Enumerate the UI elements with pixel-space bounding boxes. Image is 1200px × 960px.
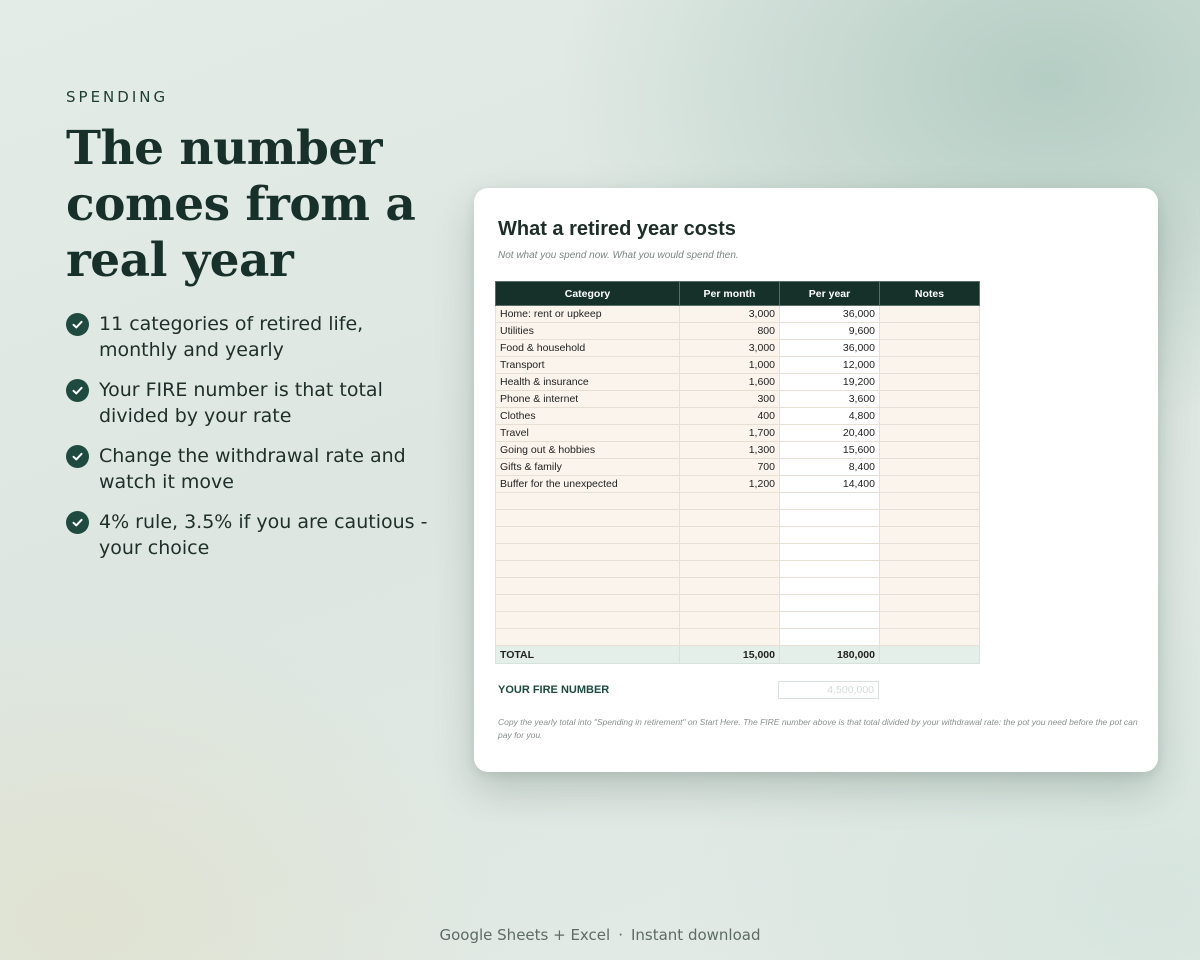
per-year-cell[interactable] xyxy=(780,578,880,595)
per-month-cell[interactable]: 1,000 xyxy=(680,357,780,374)
per-year-cell[interactable] xyxy=(780,595,880,612)
footer-platforms: Google Sheets + Excel xyxy=(439,926,611,944)
category-cell[interactable]: Clothes xyxy=(496,408,680,425)
table-row xyxy=(496,459,980,476)
notes-cell[interactable] xyxy=(880,544,980,561)
notes-cell[interactable] xyxy=(880,493,980,510)
per-year-cell[interactable]: 12,000 xyxy=(780,357,880,374)
per-year-cell[interactable]: 3,600 xyxy=(780,391,880,408)
fire-number-label: YOUR FIRE NUMBER xyxy=(498,684,610,696)
category-cell[interactable] xyxy=(496,510,680,527)
per-year-cell[interactable] xyxy=(780,561,880,578)
category-cell[interactable] xyxy=(496,544,680,561)
notes-cell[interactable] xyxy=(880,561,980,578)
notes-cell[interactable] xyxy=(880,527,980,544)
per-month-cell[interactable] xyxy=(680,578,780,595)
category-cell[interactable]: Food & household xyxy=(496,340,680,357)
total-per-year[interactable]: 180,000 xyxy=(780,646,880,664)
notes-cell[interactable] xyxy=(880,340,980,357)
column-header-per-year: Per year xyxy=(780,282,880,306)
category-cell[interactable] xyxy=(496,561,680,578)
notes-cell[interactable] xyxy=(880,425,980,442)
per-year-cell[interactable] xyxy=(780,544,880,561)
per-year-cell[interactable]: 19,200 xyxy=(780,374,880,391)
table-header-row xyxy=(496,282,980,306)
column-header-notes: Notes xyxy=(880,282,980,306)
category-cell[interactable]: Health & insurance xyxy=(496,374,680,391)
per-year-cell[interactable]: 36,000 xyxy=(780,306,880,323)
table-row xyxy=(496,357,980,374)
feature-text: Your FIRE number is that total divided by your rate xyxy=(99,379,383,427)
category-cell[interactable] xyxy=(496,595,680,612)
feature-item xyxy=(66,509,456,561)
feature-item xyxy=(66,377,456,429)
notes-cell[interactable] xyxy=(880,391,980,408)
table-row xyxy=(496,306,980,323)
feature-text: 11 categories of retired life, monthly and yearly xyxy=(99,313,364,361)
notes-cell[interactable] xyxy=(880,629,980,646)
check-circle-icon xyxy=(66,511,89,534)
category-cell[interactable] xyxy=(496,612,680,629)
spreadsheet-preview-card xyxy=(474,188,1158,772)
table-row xyxy=(496,544,980,561)
per-month-cell[interactable]: 700 xyxy=(680,459,780,476)
table-row xyxy=(496,578,980,595)
notes-cell[interactable] xyxy=(880,510,980,527)
table-row xyxy=(496,612,980,629)
sheet-footnote: Copy the yearly total into "Spending in retirement" on Start Here. The FIRE number above is that total divided by your withdrawal rate: the pot you need before the pot can pay for you. xyxy=(498,717,1138,740)
category-cell[interactable]: Going out & hobbies xyxy=(496,442,680,459)
per-month-cell[interactable]: 1,200 xyxy=(680,476,780,493)
notes-cell[interactable] xyxy=(880,612,980,629)
footer-tagline xyxy=(0,925,1200,945)
feature-item xyxy=(66,311,456,363)
sheet-subtitle: Not what you spend now. What you would spend then. xyxy=(498,250,739,261)
per-month-cell[interactable]: 400 xyxy=(680,408,780,425)
per-year-cell[interactable]: 20,400 xyxy=(780,425,880,442)
per-year-cell[interactable] xyxy=(780,493,880,510)
table-row xyxy=(496,340,980,357)
per-year-cell[interactable]: 36,000 xyxy=(780,340,880,357)
category-cell[interactable]: Gifts & family xyxy=(496,459,680,476)
table-body xyxy=(496,306,980,646)
total-label[interactable]: TOTAL xyxy=(496,646,680,664)
table-row xyxy=(496,323,980,340)
table-row xyxy=(496,425,980,442)
sheet-title: What a retired year costs xyxy=(498,218,736,240)
category-cell[interactable]: Utilities xyxy=(496,323,680,340)
notes-cell[interactable] xyxy=(880,408,980,425)
per-year-cell[interactable] xyxy=(780,510,880,527)
per-year-cell[interactable]: 15,600 xyxy=(780,442,880,459)
notes-cell[interactable] xyxy=(880,306,980,323)
category-cell[interactable]: Home: rent or upkeep xyxy=(496,306,680,323)
table-row xyxy=(496,493,980,510)
feature-text: Change the withdrawal rate and watch it move xyxy=(99,445,406,493)
per-month-cell[interactable] xyxy=(680,561,780,578)
page-headline: The number comes from a real year xyxy=(66,121,416,288)
per-year-cell[interactable]: 8,400 xyxy=(780,459,880,476)
footer-download: Instant download xyxy=(630,926,761,944)
table-row xyxy=(496,595,980,612)
notes-cell[interactable] xyxy=(880,476,980,493)
per-month-cell[interactable] xyxy=(680,612,780,629)
table-row xyxy=(496,527,980,544)
per-year-cell[interactable]: 14,400 xyxy=(780,476,880,493)
per-month-cell[interactable] xyxy=(680,629,780,646)
table-row xyxy=(496,391,980,408)
hero-panel xyxy=(66,87,456,575)
per-year-cell[interactable] xyxy=(780,527,880,544)
notes-cell[interactable] xyxy=(880,357,980,374)
table-row xyxy=(496,374,980,391)
total-per-month[interactable]: 15,000 xyxy=(680,646,780,664)
spending-table xyxy=(495,281,980,664)
category-cell[interactable]: Phone & internet xyxy=(496,391,680,408)
per-year-cell[interactable] xyxy=(780,629,880,646)
per-year-cell[interactable] xyxy=(780,612,880,629)
per-year-cell[interactable]: 4,800 xyxy=(780,408,880,425)
footer-separator: · xyxy=(618,926,623,944)
table-row xyxy=(496,629,980,646)
category-cell[interactable]: Travel xyxy=(496,425,680,442)
check-circle-icon xyxy=(66,313,89,336)
table-row xyxy=(496,476,980,493)
table-row xyxy=(496,442,980,459)
table-row xyxy=(496,561,980,578)
column-header-per-month: Per month xyxy=(680,282,780,306)
per-month-cell[interactable]: 3,000 xyxy=(680,306,780,323)
check-circle-icon xyxy=(66,379,89,402)
per-month-cell[interactable]: 1,300 xyxy=(680,442,780,459)
feature-text: 4% rule, 3.5% if you are cautious - your choice xyxy=(99,511,428,559)
check-circle-icon xyxy=(66,445,89,468)
column-header-category: Category xyxy=(496,282,680,306)
notes-cell[interactable] xyxy=(880,578,980,595)
feature-list xyxy=(66,311,456,561)
section-eyebrow: SPENDING xyxy=(66,88,169,106)
fire-number-cell[interactable]: 4,500,000 xyxy=(778,681,879,699)
per-month-cell[interactable]: 1,600 xyxy=(680,374,780,391)
total-notes[interactable] xyxy=(880,646,980,664)
notes-cell[interactable] xyxy=(880,374,980,391)
total-row xyxy=(496,646,980,664)
per-month-cell[interactable]: 1,700 xyxy=(680,425,780,442)
notes-cell[interactable] xyxy=(880,595,980,612)
category-cell[interactable] xyxy=(496,629,680,646)
notes-cell[interactable] xyxy=(880,459,980,476)
notes-cell[interactable] xyxy=(880,442,980,459)
category-cell[interactable] xyxy=(496,493,680,510)
feature-item xyxy=(66,443,456,495)
per-month-cell[interactable]: 3,000 xyxy=(680,340,780,357)
per-month-cell[interactable] xyxy=(680,527,780,544)
category-cell[interactable] xyxy=(496,527,680,544)
per-month-cell[interactable]: 300 xyxy=(680,391,780,408)
per-month-cell[interactable] xyxy=(680,493,780,510)
category-cell[interactable]: Transport xyxy=(496,357,680,374)
notes-cell[interactable] xyxy=(880,323,980,340)
per-month-cell[interactable] xyxy=(680,510,780,527)
per-month-cell[interactable] xyxy=(680,544,780,561)
category-cell[interactable] xyxy=(496,578,680,595)
per-year-cell[interactable]: 9,600 xyxy=(780,323,880,340)
per-month-cell[interactable] xyxy=(680,595,780,612)
table-row xyxy=(496,408,980,425)
per-month-cell[interactable]: 800 xyxy=(680,323,780,340)
category-cell[interactable]: Buffer for the unexpected xyxy=(496,476,680,493)
table-row xyxy=(496,510,980,527)
